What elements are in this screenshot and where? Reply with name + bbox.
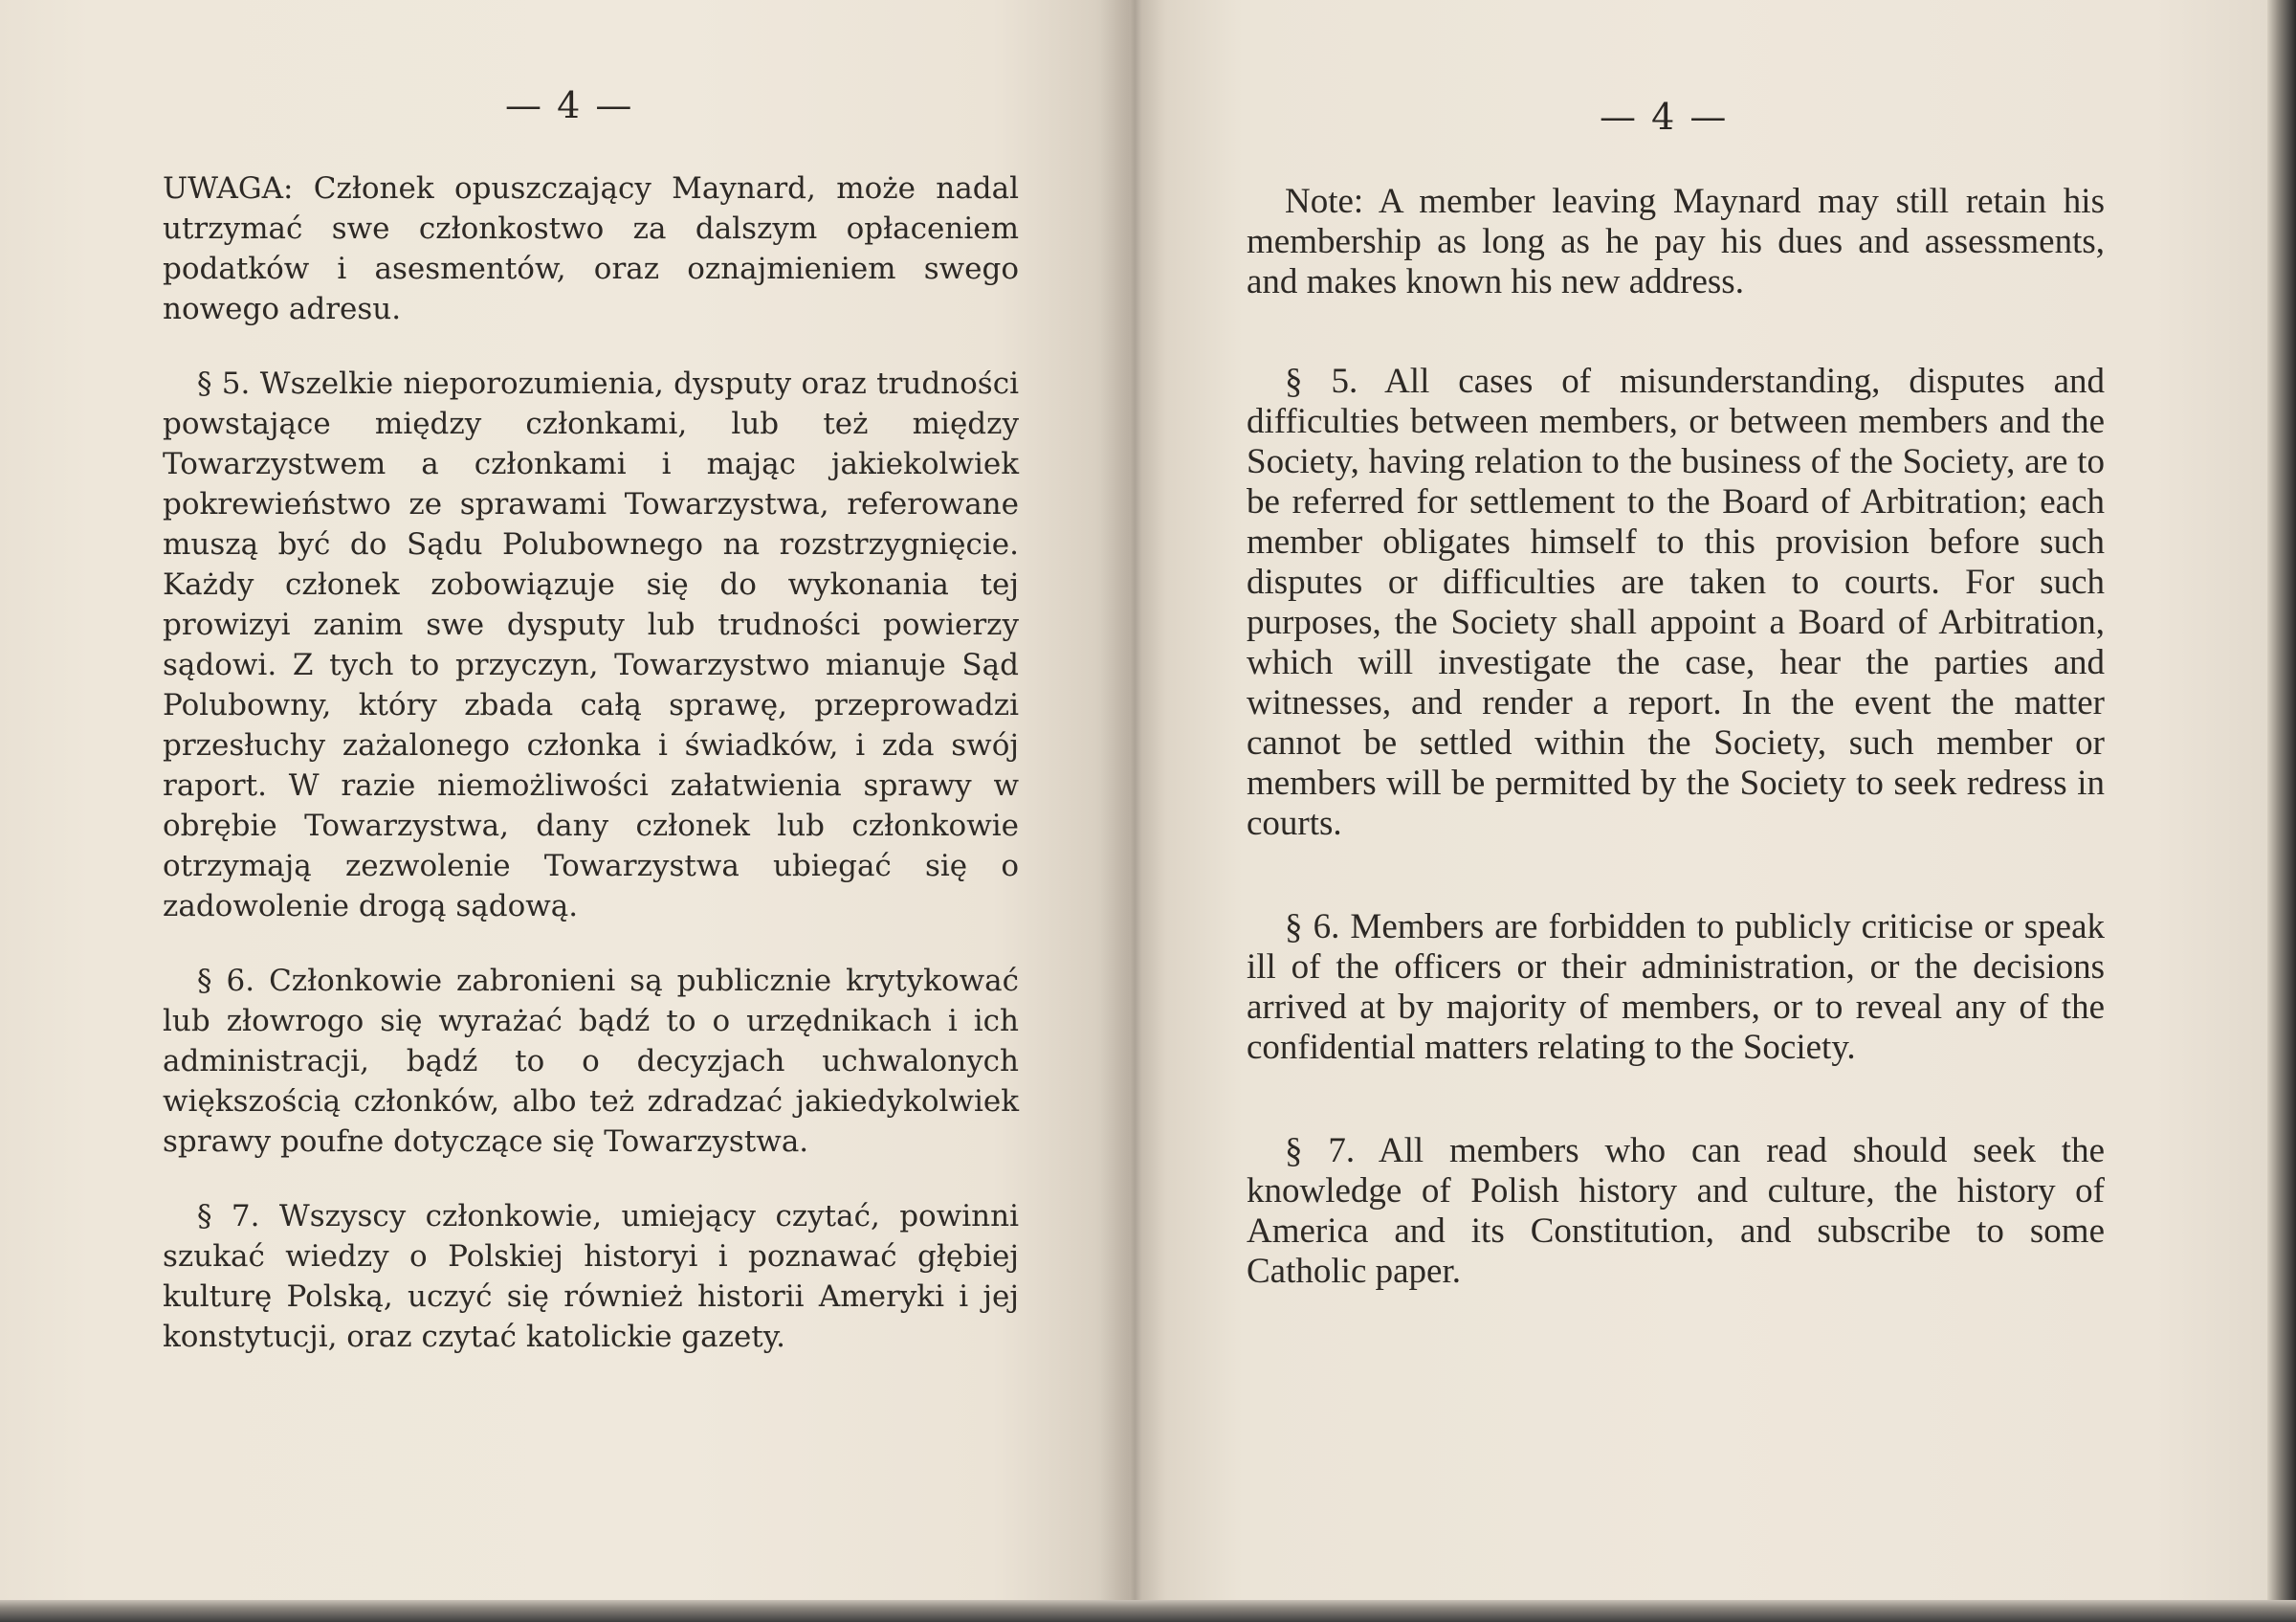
page-edge-right xyxy=(2267,0,2296,1622)
right-page-number: — 4 — xyxy=(1600,96,1729,138)
left-section-5-paragraph: § 5. Wszelkie nieporozumienia, dysputy oraz trudności powstające między członkami, lub też między Towarzystwem a członkami i mając jakiekolwiek pokrewieństwo ze sprawami Towarzystwa, referowane muszą być do Sądu Polubownego na rozstrzygnięcie. Każdy członek zobowiązuje się do wykonania tej prowizyi zanim swe dysputy lub trudności powierzy sądowi. Z tych to przyczyn, Towarzystwo mianuje Sąd Polubowny, który zbada całą sprawę, przeprowadzi przesłuchy zażalonego członka i świadków, i zda swój raport. W razie niemożliwości załatwienia sprawy w obrębie Towarzystwa, dany członek lub członkowie otrzymają zezwolenie Towarzystwa ubiegać się o zadowolenie drogą sądową. xyxy=(163,367,1019,923)
right-section-5-paragraph: § 5. All cases of misunderstanding, disputes and difficulties between members, or between members and the Society, having relation to the business of the Society, are to be referred for settlement to the Board of Arbitration; each member obligates himself to this provision before such disputes or difficulties are taken to courts. For such purposes, the Society shall appoint a Board of Arbitration, which will investigate the case, hear the parties and witnesses, and render a report. In the event the matter cannot be settled within the Society, such member or members will be permitted by the Society to seek redress in courts. xyxy=(1247,362,2105,843)
left-section-7-paragraph: § 7. Wszyscy członkowie, umiejący czytać, powinni szukać wiedzy o Polskiej historyi i poznawać głębiej kulturę Polską, uczyć się również historii Ameryki i jej konstytucji, oraz czytać katolickie gazety. xyxy=(163,1199,1019,1354)
page-edge-bottom xyxy=(0,1600,2296,1622)
right-section-7-paragraph: § 7. All members who can read should seek the knowledge of Polish history and culture, the history of America and its Constitution, and subscribe to some Catholic paper. xyxy=(1247,1131,2105,1291)
right-section-6-paragraph: § 6. Members are forbidden to publicly criticise or speak ill of the officers or their administration, or the decisions arrived at by majority of members, or to reveal any of the confidential matters relating to the Society. xyxy=(1247,907,2105,1067)
right-note-paragraph: Note: A member leaving Maynard may still retain his membership as long as he pay his dues and assessments, and makes known his new address. xyxy=(1247,182,2105,301)
right-page xyxy=(1129,0,2267,1600)
right-page-body xyxy=(1247,182,2105,1292)
left-page-number: — 4 — xyxy=(505,84,634,126)
left-page-body xyxy=(163,168,1019,1357)
left-page xyxy=(0,0,1129,1600)
left-section-6-paragraph: § 6. Członkowie zabronieni są publicznie krytykować lub złowrogo się wyrażać bądź to o urzędnikach i ich administracji, bądź to o decyzjach uchwalonych większością członków, albo też zdradzać jakiedykolwiek sprawy poufne dotyczące się Towarzystwa. xyxy=(163,964,1019,1159)
left-note-paragraph: UWAGA: Członek opuszczający Maynard, może nadal utrzymać swe członkostwo za dalszym opłaceniem podatków i asesmentów, oraz oznajmieniem swego nowego adresu. xyxy=(163,171,1019,326)
